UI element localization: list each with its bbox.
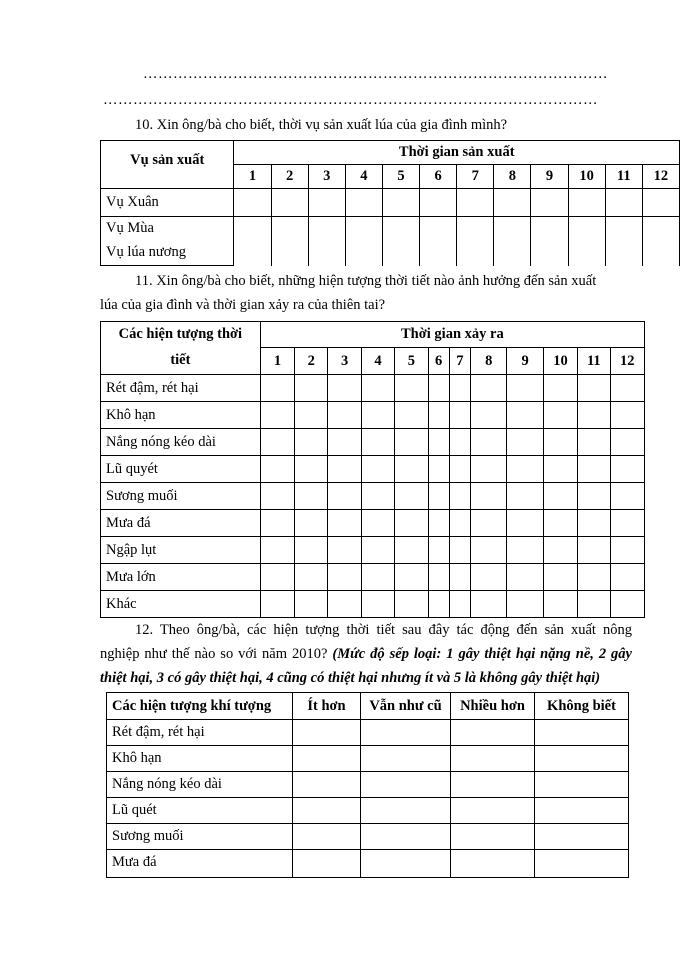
q12-header: Nhiều hơn [451, 693, 535, 720]
q10-month: 8 [494, 165, 531, 189]
table-row [101, 375, 645, 402]
table-row [101, 564, 645, 591]
q10-month: 4 [345, 165, 382, 189]
q10-col1-header: Vụ sản xuất [101, 141, 234, 189]
q11-month: 6 [428, 348, 449, 375]
dotted-line-1: ………………………………………………………………………………… [143, 66, 608, 82]
q11-month: 5 [395, 348, 428, 375]
q11-month: 8 [471, 348, 507, 375]
q10-month: 7 [457, 165, 494, 189]
q10-month: 11 [605, 165, 642, 189]
q11-question-line1: 11. Xin ông/bà cho biết, những hiện tượng thời tiết nào ảnh hưởng đến sản xuất [135, 273, 597, 289]
q11-month: 3 [328, 348, 361, 375]
q11-month: 11 [578, 348, 610, 375]
q12-header-row [107, 693, 629, 720]
q12-row-label: Lũ quét [107, 798, 293, 824]
table-row [107, 850, 629, 878]
q11-row-label: Lũ quyét [101, 456, 261, 483]
q12-line2-bold: (Mức độ sếp loại: 1 gây thiệt hại nặng nề, 2 gây [332, 646, 632, 662]
q12-row-label: Rét đậm, rét hại [107, 720, 293, 746]
q11-question-line2: lúa của gia đình và thời gian xảy ra của thiên tai? [100, 297, 386, 313]
table-row [101, 402, 645, 429]
q12-header: Các hiện tượng khí tượng [107, 693, 293, 720]
q12-header: Vẫn như cũ [361, 693, 451, 720]
q11-month: 4 [361, 348, 394, 375]
q12-line2 [100, 646, 632, 663]
table-row [101, 217, 680, 241]
q11-month: 12 [610, 348, 645, 375]
q12-header: Ít hơn [293, 693, 361, 720]
q10-table [100, 140, 680, 266]
q12-header: Không biết [535, 693, 629, 720]
dotted-line-2: ……………………………………………………………………………………… [103, 92, 598, 108]
q11-month-row [101, 348, 645, 375]
q10-month: 2 [271, 165, 308, 189]
table-row [101, 456, 645, 483]
q10-month: 12 [642, 165, 679, 189]
q11-row-label: Rét đậm, rét hại [101, 375, 261, 402]
table-row [101, 483, 645, 510]
table-row [107, 746, 629, 772]
table-row [101, 537, 645, 564]
q10-month: 10 [568, 165, 605, 189]
q11-table [100, 321, 645, 618]
q10-time-header: Thời gian sản xuất [234, 141, 680, 165]
table-row [107, 720, 629, 746]
table-row [101, 189, 680, 217]
q11-month: 2 [295, 348, 328, 375]
q11-row-label: Ngập lụt [101, 537, 261, 564]
table-row [101, 510, 645, 537]
q11-row-label: Nắng nóng kéo dài [101, 429, 261, 456]
q12-line2-normal: nghiệp như thế nào so với năm 2010? [100, 646, 333, 662]
q11-row-label: Mưa đá [101, 510, 261, 537]
table-row [107, 824, 629, 850]
q10-month: 9 [531, 165, 568, 189]
q12-row-label: Khô hạn [107, 746, 293, 772]
q11-col1-header-line1: Các hiện tượng thời [101, 322, 261, 348]
q11-month: 7 [449, 348, 470, 375]
table-row [107, 772, 629, 798]
q10-month: 1 [234, 165, 271, 189]
q11-month: 1 [260, 348, 294, 375]
table-row [107, 798, 629, 824]
q12-row-label: Mưa đá [107, 850, 293, 878]
table-row [101, 429, 645, 456]
q11-row-label: Mưa lớn [101, 564, 261, 591]
q10-month: 3 [308, 165, 345, 189]
q12-row-label: Nắng nóng kéo dài [107, 772, 293, 798]
q10-row-label: Vụ Mùa [101, 217, 234, 241]
table-row [101, 591, 645, 618]
q10-row-label: Vụ lúa nương [101, 241, 234, 266]
q12-line1: 12. Theo ông/bà, các hiện tượng thời tiết sau đây tác động đến sản xuất nông [135, 622, 632, 638]
q10-row-label: Vụ Xuân [101, 189, 234, 217]
q12-table [106, 692, 629, 878]
q11-time-header: Thời gian xảy ra [260, 322, 644, 348]
q12-line3: thiệt hại, 3 có gây thiệt hại, 4 cũng có thiệt hại nhưng ít và 5 là không gây thiệt hại) [100, 670, 601, 686]
q10-month: 6 [420, 165, 457, 189]
q11-col1-header-line2: tiết [101, 348, 261, 375]
q10-question: 10. Xin ông/bà cho biết, thời vụ sản xuất lúa của gia đình mình? [135, 117, 508, 133]
q11-row-label: Khô hạn [101, 402, 261, 429]
q11-month: 9 [507, 348, 543, 375]
q11-row-label: Sương muối [101, 483, 261, 510]
q12-row-label: Sương muối [107, 824, 293, 850]
q11-month: 10 [543, 348, 577, 375]
q11-row-label: Khác [101, 591, 261, 618]
q10-month: 5 [382, 165, 419, 189]
